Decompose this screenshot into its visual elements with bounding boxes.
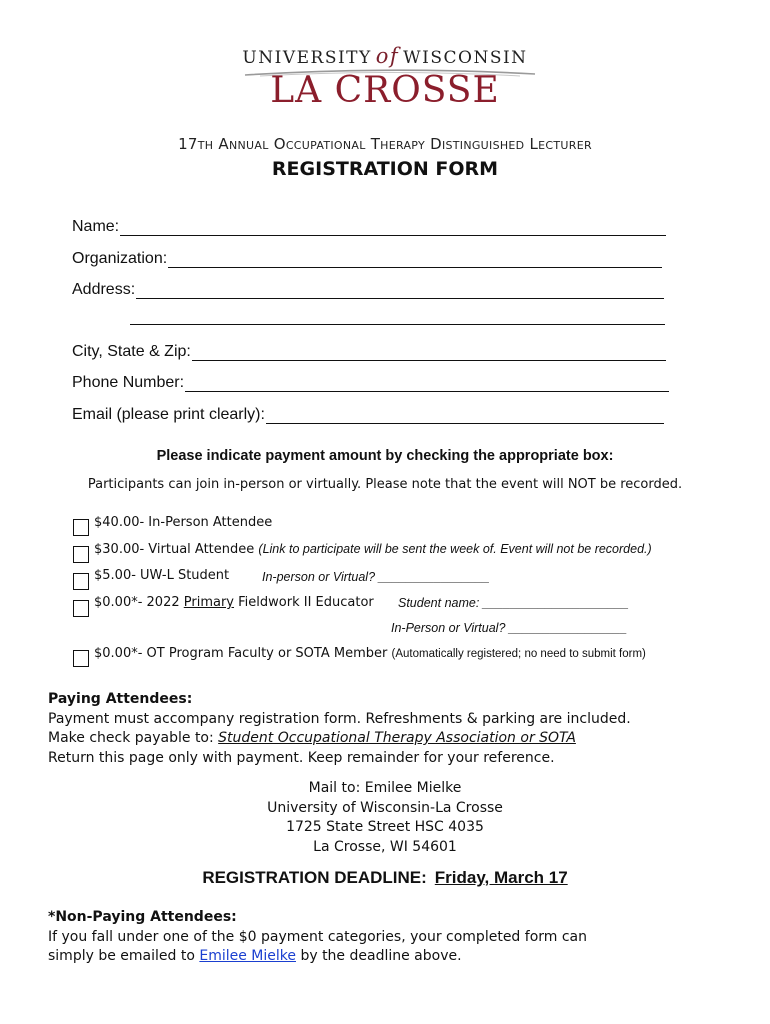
mail-line-1: University of Wisconsin-La Crosse xyxy=(267,799,503,816)
email-contact-link[interactable]: Emilee Mielke xyxy=(199,948,296,964)
option-fieldwork-format[interactable]: In-Person or Virtual? _________________ xyxy=(391,621,628,635)
deadline-date: Friday, March 17 xyxy=(434,868,568,887)
registration-deadline xyxy=(0,868,770,888)
phone-label: Phone Number: xyxy=(72,374,185,391)
mail-line-2: 1725 State Street HSC 4035 xyxy=(286,819,484,835)
address-label: Address: xyxy=(72,281,136,298)
organization-field[interactable] xyxy=(72,246,662,268)
paying-line-1: Payment must accompany registration form. Refreshments & parking are included. xyxy=(48,710,631,727)
phone-field[interactable] xyxy=(72,370,669,392)
checkbox-virtual[interactable] xyxy=(73,544,89,563)
mail-line-3: La Crosse, WI 54601 xyxy=(313,838,457,855)
phone-line[interactable] xyxy=(185,375,669,392)
mail-to: Mail to: Emilee Mielke xyxy=(308,780,462,796)
logo-university-line xyxy=(0,44,770,68)
name-label: Name: xyxy=(72,218,120,235)
address-field[interactable] xyxy=(72,277,664,299)
nonpaying-section xyxy=(48,908,587,967)
event-subtitle: 17th Annual Occupational Therapy Distinguished Lecturer xyxy=(178,135,592,153)
address-line-2[interactable] xyxy=(130,308,665,325)
organization-line[interactable] xyxy=(168,251,662,268)
option-faculty-label: $0.00*- OT Program Faculty or SOTA Member xyxy=(94,646,388,661)
payment-instruction: Please indicate payment amount by checking the appropriate box: xyxy=(156,448,614,464)
paying-line-2-pre: Make check payable to: xyxy=(48,730,219,746)
nonpaying-heading: *Non-Paying Attendees: xyxy=(48,909,237,925)
option-fieldwork-student-name[interactable]: Student name: _____________________ xyxy=(398,596,629,610)
paying-line-2 xyxy=(48,729,631,749)
email-label: Email (please print clearly): xyxy=(72,406,265,423)
option-fieldwork-pre: $0.00*- 2022 xyxy=(94,595,184,610)
name-field[interactable] xyxy=(72,214,666,236)
nonpaying-line-2 xyxy=(48,947,587,967)
mailing-address xyxy=(0,779,770,857)
option-faculty-note: (Automatically registered; no need to submit form) xyxy=(391,648,646,660)
option-virtual-label: $30.00- Virtual Attendee xyxy=(94,542,255,557)
deadline-label: REGISTRATION DEADLINE: xyxy=(202,868,427,887)
paying-section xyxy=(48,690,631,768)
logo-campus: LA CROSSE xyxy=(270,70,500,111)
nonpaying-line-2-pre: simply be emailed to xyxy=(48,948,200,964)
nonpaying-line-1: If you fall under one of the $0 payment categories, your completed form can xyxy=(48,928,588,945)
paying-heading: Paying Attendees: xyxy=(48,691,193,707)
address-line[interactable] xyxy=(136,282,664,299)
name-line[interactable] xyxy=(120,219,666,236)
option-virtual-note: (Link to participate will be sent the week of. Event will not be recorded.) xyxy=(258,542,652,556)
email-field[interactable] xyxy=(72,402,664,424)
city-label: City, State & Zip: xyxy=(72,343,191,360)
option-in-person-label: $40.00- In-Person Attendee xyxy=(94,515,273,530)
checkbox-faculty[interactable] xyxy=(73,648,89,667)
logo-of-word: of xyxy=(375,44,400,68)
payment-note: Participants can join in-person or virtually. Please note that the event will NOT be recorded. xyxy=(87,477,683,492)
paying-line-3: Return this page only with payment. Keep remainder for your reference. xyxy=(48,749,555,766)
organization-label: Organization: xyxy=(72,250,168,267)
form-title: REGISTRATION FORM xyxy=(271,158,499,180)
nonpaying-line-2-post: by the deadline above. xyxy=(296,948,462,964)
option-fieldwork-primary: Primary xyxy=(183,595,235,610)
logo-state-word: WISCONSIN xyxy=(403,48,528,68)
email-line[interactable] xyxy=(266,407,664,424)
payee-name: Student Occupational Therapy Association or SOTA xyxy=(218,730,576,746)
city-line[interactable] xyxy=(192,344,666,361)
checkbox-in-person[interactable] xyxy=(73,517,89,536)
option-student-note[interactable]: In-person or Virtual? ________________ xyxy=(262,570,490,584)
checkbox-fieldwork[interactable] xyxy=(73,598,89,617)
city-field[interactable] xyxy=(72,339,666,361)
option-virtual xyxy=(94,542,652,557)
checkbox-student[interactable] xyxy=(73,571,89,590)
option-student-label: $5.00- UW-L Student xyxy=(94,568,230,583)
option-faculty xyxy=(94,646,646,661)
logo-university-word: UNIVERSITY xyxy=(242,48,372,68)
option-fieldwork xyxy=(94,595,374,610)
option-fieldwork-post: Fieldwork II Educator xyxy=(234,595,374,610)
